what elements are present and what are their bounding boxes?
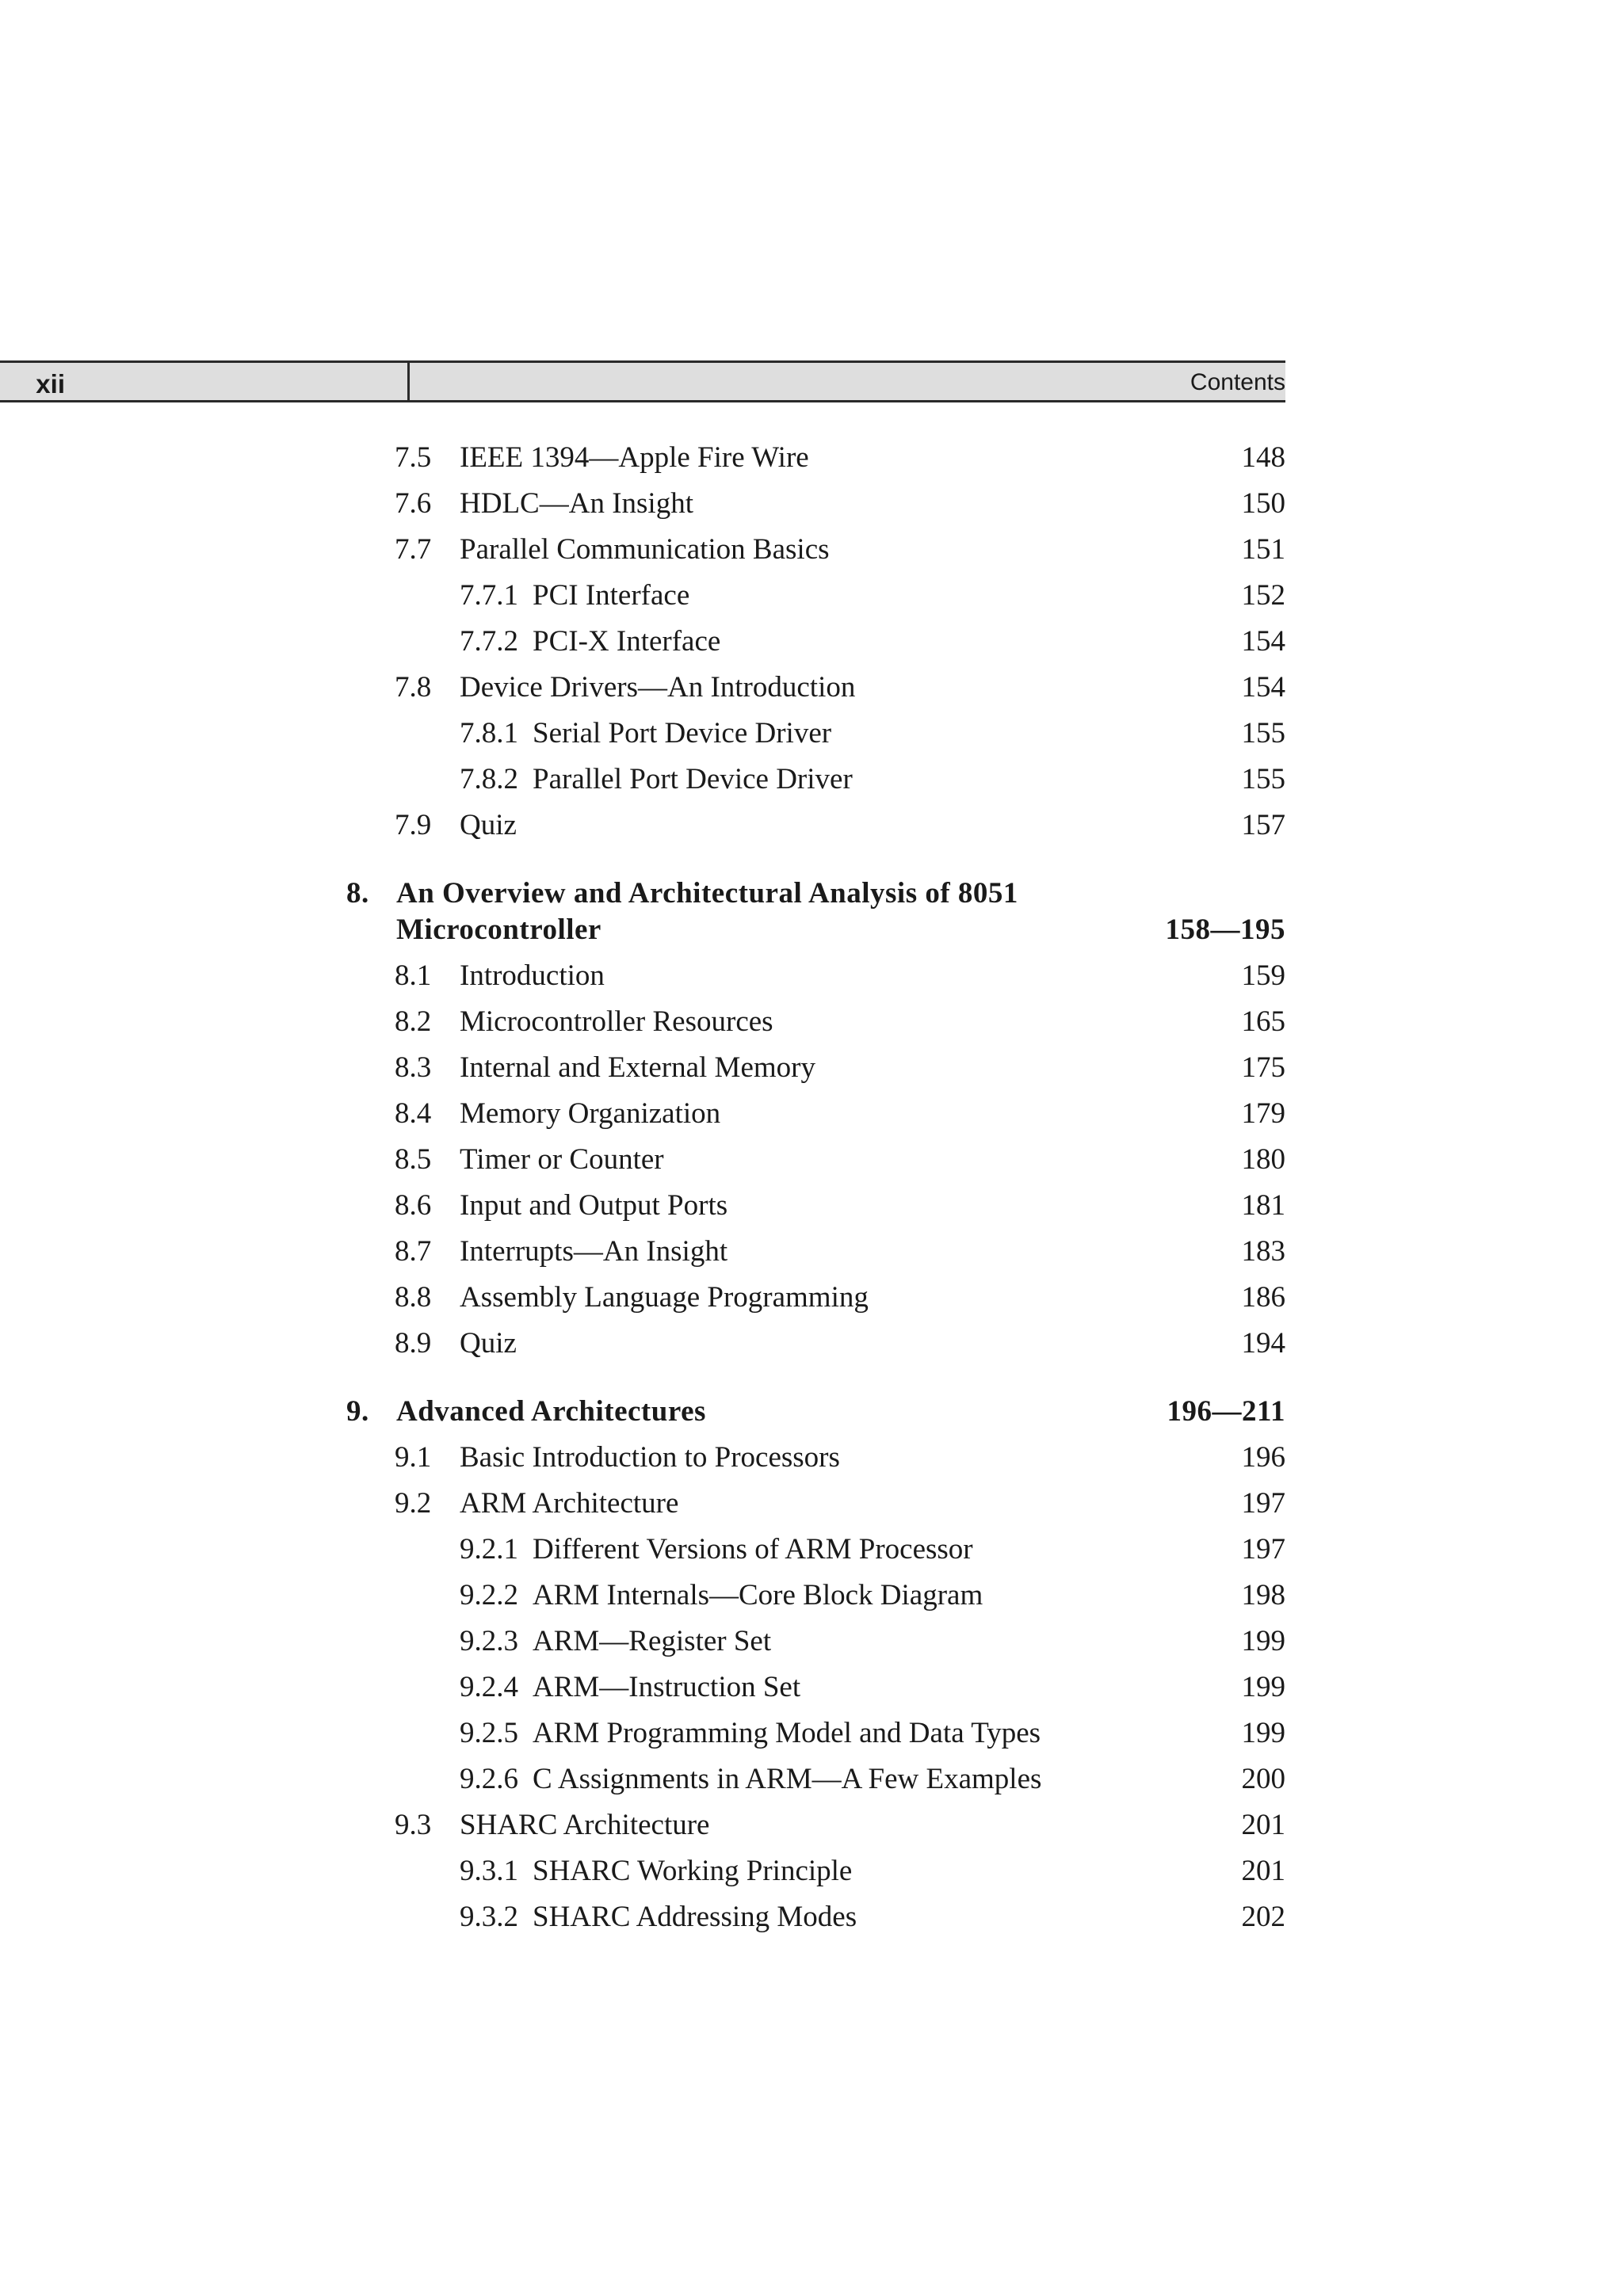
toc-entry-9-2-2 <box>0 1577 1285 1614</box>
toc-entry-9-2-5 <box>0 1715 1285 1752</box>
chapter-title: An Overview and Architectural Analysis of 8051 <box>396 877 1018 910</box>
page-ref: 201 <box>1241 1809 1285 1841</box>
toc-chapter-8-line1 <box>0 875 1285 912</box>
toc-entry-7-8 <box>0 669 1285 706</box>
subsection-number: 9.2.6 <box>460 1763 518 1795</box>
page-ref: 183 <box>1241 1235 1285 1268</box>
subsection-number: 7.8.2 <box>460 763 518 795</box>
toc-entry-7-7-2 <box>0 624 1285 660</box>
section-number: 8.5 <box>395 1143 432 1176</box>
toc-entry-7-5 <box>0 440 1285 476</box>
page-ref: 199 <box>1241 1671 1285 1703</box>
subsection-number: 9.3.1 <box>460 1855 518 1887</box>
page-ref: 197 <box>1241 1533 1285 1566</box>
page-ref: 154 <box>1241 671 1285 704</box>
section-title: Microcontroller Resources <box>460 1005 773 1038</box>
section-number: 8.6 <box>395 1189 432 1222</box>
subsection-number: 7.8.1 <box>460 717 518 749</box>
page-ref: 186 <box>1241 1281 1285 1314</box>
subsection-number: 9.2.3 <box>460 1625 518 1657</box>
subsection-title: C Assignments in ARM—A Few Examples <box>533 1763 1042 1795</box>
section-number: 7.9 <box>395 809 432 841</box>
section-number: 7.6 <box>395 487 432 520</box>
page-ref: 159 <box>1241 959 1285 992</box>
toc-entry-8-5 <box>0 1142 1285 1178</box>
toc-entry-9-2-4 <box>0 1669 1285 1706</box>
section-title: Memory Organization <box>460 1097 721 1130</box>
toc-entry-8-4 <box>0 1096 1285 1132</box>
section-number: 9.3 <box>395 1809 432 1841</box>
section-number: 9.2 <box>395 1487 432 1520</box>
subsection-title: ARM—Instruction Set <box>533 1671 801 1703</box>
subsection-number: 9.2.1 <box>460 1533 518 1566</box>
toc-entry-9-2-3 <box>0 1623 1285 1660</box>
chapter-page-range: 196—211 <box>1167 1395 1285 1428</box>
section-number: 8.1 <box>395 959 432 992</box>
toc-entry-8-9 <box>0 1325 1285 1362</box>
chapter-number: 8. <box>346 877 369 910</box>
section-number: 9.1 <box>395 1441 432 1474</box>
chapter-number: 9. <box>346 1395 369 1428</box>
subsection-title: Different Versions of ARM Processor <box>533 1533 973 1566</box>
page-ref: 175 <box>1241 1051 1285 1084</box>
page-ref: 155 <box>1241 763 1285 795</box>
page-ref: 165 <box>1241 1005 1285 1038</box>
toc-entry-8-8 <box>0 1280 1285 1316</box>
section-number: 8.4 <box>395 1097 432 1130</box>
toc-entry-7-8-2 <box>0 761 1285 798</box>
toc-entry-7-8-1 <box>0 715 1285 752</box>
page-ref: 148 <box>1241 441 1285 474</box>
toc-entry-9-2 <box>0 1486 1285 1522</box>
chapter-title: Advanced Architectures <box>396 1395 706 1428</box>
toc-entry-9-3-2 <box>0 1899 1285 1936</box>
toc-entry-8-3 <box>0 1050 1285 1086</box>
section-title: Interrupts—An Insight <box>460 1235 728 1268</box>
toc-entry-8-1 <box>0 958 1285 994</box>
subsection-title: Parallel Port Device Driver <box>533 763 853 795</box>
section-title: Basic Introduction to Processors <box>460 1441 840 1474</box>
page-ref: 155 <box>1241 717 1285 749</box>
toc-entry-9-3 <box>0 1807 1285 1844</box>
subsection-number: 9.2.5 <box>460 1717 518 1749</box>
subsection-number: 9.2.4 <box>460 1671 518 1703</box>
toc-entry-9-2-6 <box>0 1761 1285 1798</box>
toc-chapter-9 <box>0 1394 1285 1430</box>
section-title: Input and Output Ports <box>460 1189 728 1222</box>
section-title: IEEE 1394—Apple Fire Wire <box>460 441 809 474</box>
page-ref: 181 <box>1241 1189 1285 1222</box>
page-ref: 154 <box>1241 625 1285 658</box>
subsection-title: SHARC Working Principle <box>533 1855 853 1887</box>
toc-entry-7-7-1 <box>0 578 1285 614</box>
chapter-page-range: 158—195 <box>1165 913 1285 946</box>
subsection-title: ARM Programming Model and Data Types <box>533 1717 1041 1749</box>
section-title: Quiz <box>460 809 517 841</box>
subsection-title: ARM Internals—Core Block Diagram <box>533 1579 983 1611</box>
page-ref: 196 <box>1241 1441 1285 1474</box>
toc-entry-9-3-1 <box>0 1853 1285 1890</box>
subsection-number: 7.7.2 <box>460 625 518 658</box>
running-head: Contents <box>1190 369 1285 395</box>
section-number: 8.8 <box>395 1281 432 1314</box>
section-title: Quiz <box>460 1327 517 1360</box>
subsection-title: PCI-X Interface <box>533 625 721 658</box>
toc-entry-8-7 <box>0 1234 1285 1270</box>
toc-entry-9-2-1 <box>0 1531 1285 1568</box>
toc-chapter-8-line2 <box>0 912 1285 948</box>
section-number: 8.2 <box>395 1005 432 1038</box>
subsection-title: Serial Port Device Driver <box>533 717 832 749</box>
chapter-title-continued: Microcontroller <box>396 913 601 946</box>
page-number: xii <box>36 369 65 399</box>
section-title: Timer or Counter <box>460 1143 664 1176</box>
toc-entry-8-6 <box>0 1188 1285 1224</box>
page-ref: 197 <box>1241 1487 1285 1520</box>
subsection-number: 9.2.2 <box>460 1579 518 1611</box>
section-number: 8.3 <box>395 1051 432 1084</box>
page-ref: 200 <box>1241 1763 1285 1795</box>
section-number: 7.5 <box>395 441 432 474</box>
section-number: 7.8 <box>395 671 432 704</box>
toc-entry-8-2 <box>0 1004 1285 1040</box>
section-title: Introduction <box>460 959 605 992</box>
section-title: ARM Architecture <box>460 1487 679 1520</box>
subsection-title: SHARC Addressing Modes <box>533 1901 857 1933</box>
section-title: Parallel Communication Basics <box>460 533 830 566</box>
page-ref: 199 <box>1241 1717 1285 1749</box>
page-ref: 150 <box>1241 487 1285 520</box>
page-ref: 198 <box>1241 1579 1285 1611</box>
page-ref: 157 <box>1241 809 1285 841</box>
page-ref: 199 <box>1241 1625 1285 1657</box>
section-number: 8.7 <box>395 1235 432 1268</box>
page-ref: 151 <box>1241 533 1285 566</box>
subsection-title: PCI Interface <box>533 579 690 612</box>
section-title: Assembly Language Programming <box>460 1281 869 1314</box>
toc-entry-9-1 <box>0 1440 1285 1476</box>
subsection-number: 9.3.2 <box>460 1901 518 1933</box>
subsection-title: ARM—Register Set <box>533 1625 772 1657</box>
page-ref: 201 <box>1241 1855 1285 1887</box>
page-ref: 179 <box>1241 1097 1285 1130</box>
section-number: 8.9 <box>395 1327 432 1360</box>
page-ref: 194 <box>1241 1327 1285 1360</box>
section-number: 7.7 <box>395 533 432 566</box>
section-title: Internal and External Memory <box>460 1051 815 1084</box>
toc-entry-7-6 <box>0 486 1285 522</box>
toc-entry-7-7 <box>0 532 1285 568</box>
page-ref: 152 <box>1241 579 1285 612</box>
section-title: Device Drivers—An Introduction <box>460 671 856 704</box>
section-title: SHARC Architecture <box>460 1809 710 1841</box>
subsection-number: 7.7.1 <box>460 579 518 612</box>
toc-entry-7-9 <box>0 807 1285 844</box>
page-ref: 202 <box>1241 1901 1285 1933</box>
section-title: HDLC—An Insight <box>460 487 693 520</box>
page-ref: 180 <box>1241 1143 1285 1176</box>
